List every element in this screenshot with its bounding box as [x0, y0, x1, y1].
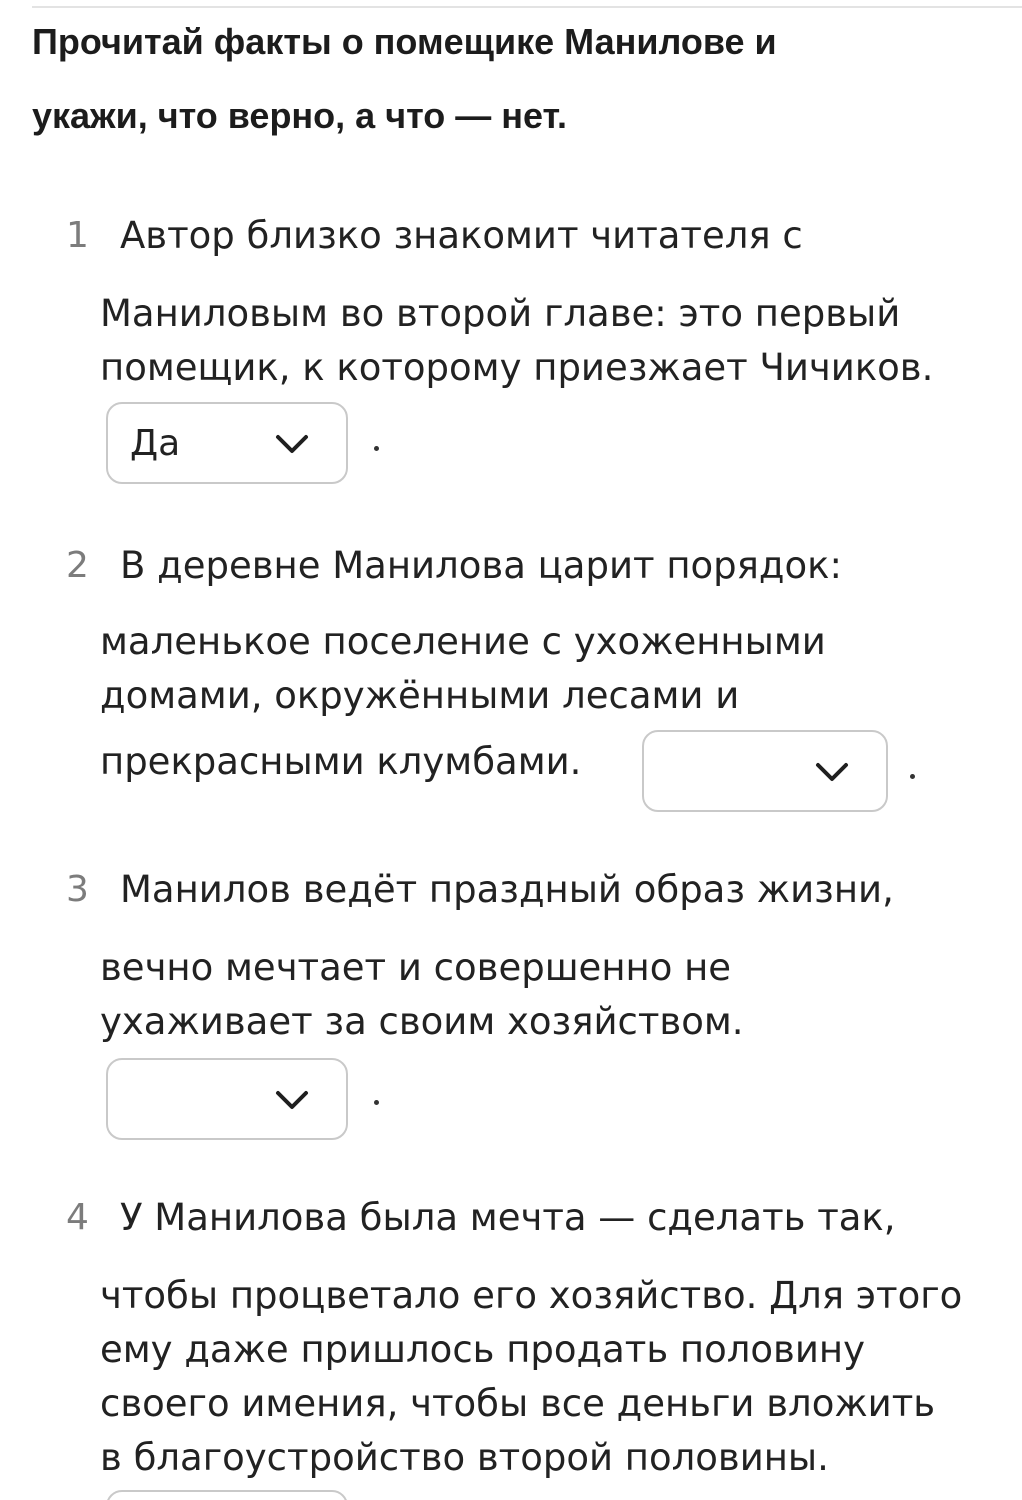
item-text-line: вечно мечтает и совершенно не — [100, 946, 732, 989]
item-text-line: в благоустройство второй половины. — [100, 1436, 829, 1479]
item-text-line: У Манилова была мечта — сделать так, — [120, 1196, 896, 1239]
answer-select-4[interactable] — [106, 1490, 348, 1500]
item-number: 3 — [66, 869, 89, 910]
sentence-period — [374, 446, 379, 451]
answer-select-2[interactable] — [642, 730, 888, 812]
item-text-line: Манилов ведёт праздный образ жизни, — [120, 868, 894, 911]
item-text-line: Автор близко знакомит читателя с — [120, 214, 803, 257]
instruction-line-2: укажи, что верно, а что — нет. — [32, 95, 568, 136]
item-number: 4 — [66, 1197, 89, 1238]
sentence-period — [374, 1100, 379, 1105]
chevron-down-icon — [274, 430, 310, 460]
item-text-line: помещик, к которому приезжает Чичиков. — [100, 346, 934, 389]
item-text-line: ухаживает за своим хозяйством. — [100, 1000, 744, 1043]
item-text-line: прекрасными клумбами. — [100, 740, 582, 783]
item-text-line: своего имения, чтобы все деньги вложить — [100, 1382, 936, 1425]
item-text-line: ему даже пришлось продать половину — [100, 1328, 865, 1371]
item-text-line: Маниловым во второй главе: это первый — [100, 292, 901, 335]
top-divider — [32, 6, 1022, 8]
item-number: 1 — [66, 215, 89, 256]
instruction-line-1: Прочитай факты о помещике Манилове и — [32, 21, 777, 62]
answer-select-3[interactable] — [106, 1058, 348, 1140]
answer-select-value: Да — [130, 423, 181, 464]
item-text-line: домами, окружёнными лесами и — [100, 674, 740, 717]
item-text-line: чтобы процветало его хозяйство. Для этого — [100, 1274, 963, 1317]
answer-select-1[interactable] — [106, 402, 348, 484]
sentence-period — [910, 774, 915, 779]
item-text-line: В деревне Манилова царит порядок: — [120, 544, 842, 587]
item-number: 2 — [66, 545, 89, 586]
chevron-down-icon — [814, 758, 850, 788]
item-text-line: маленькое поселение с ухоженными — [100, 620, 826, 663]
chevron-down-icon — [274, 1086, 310, 1116]
